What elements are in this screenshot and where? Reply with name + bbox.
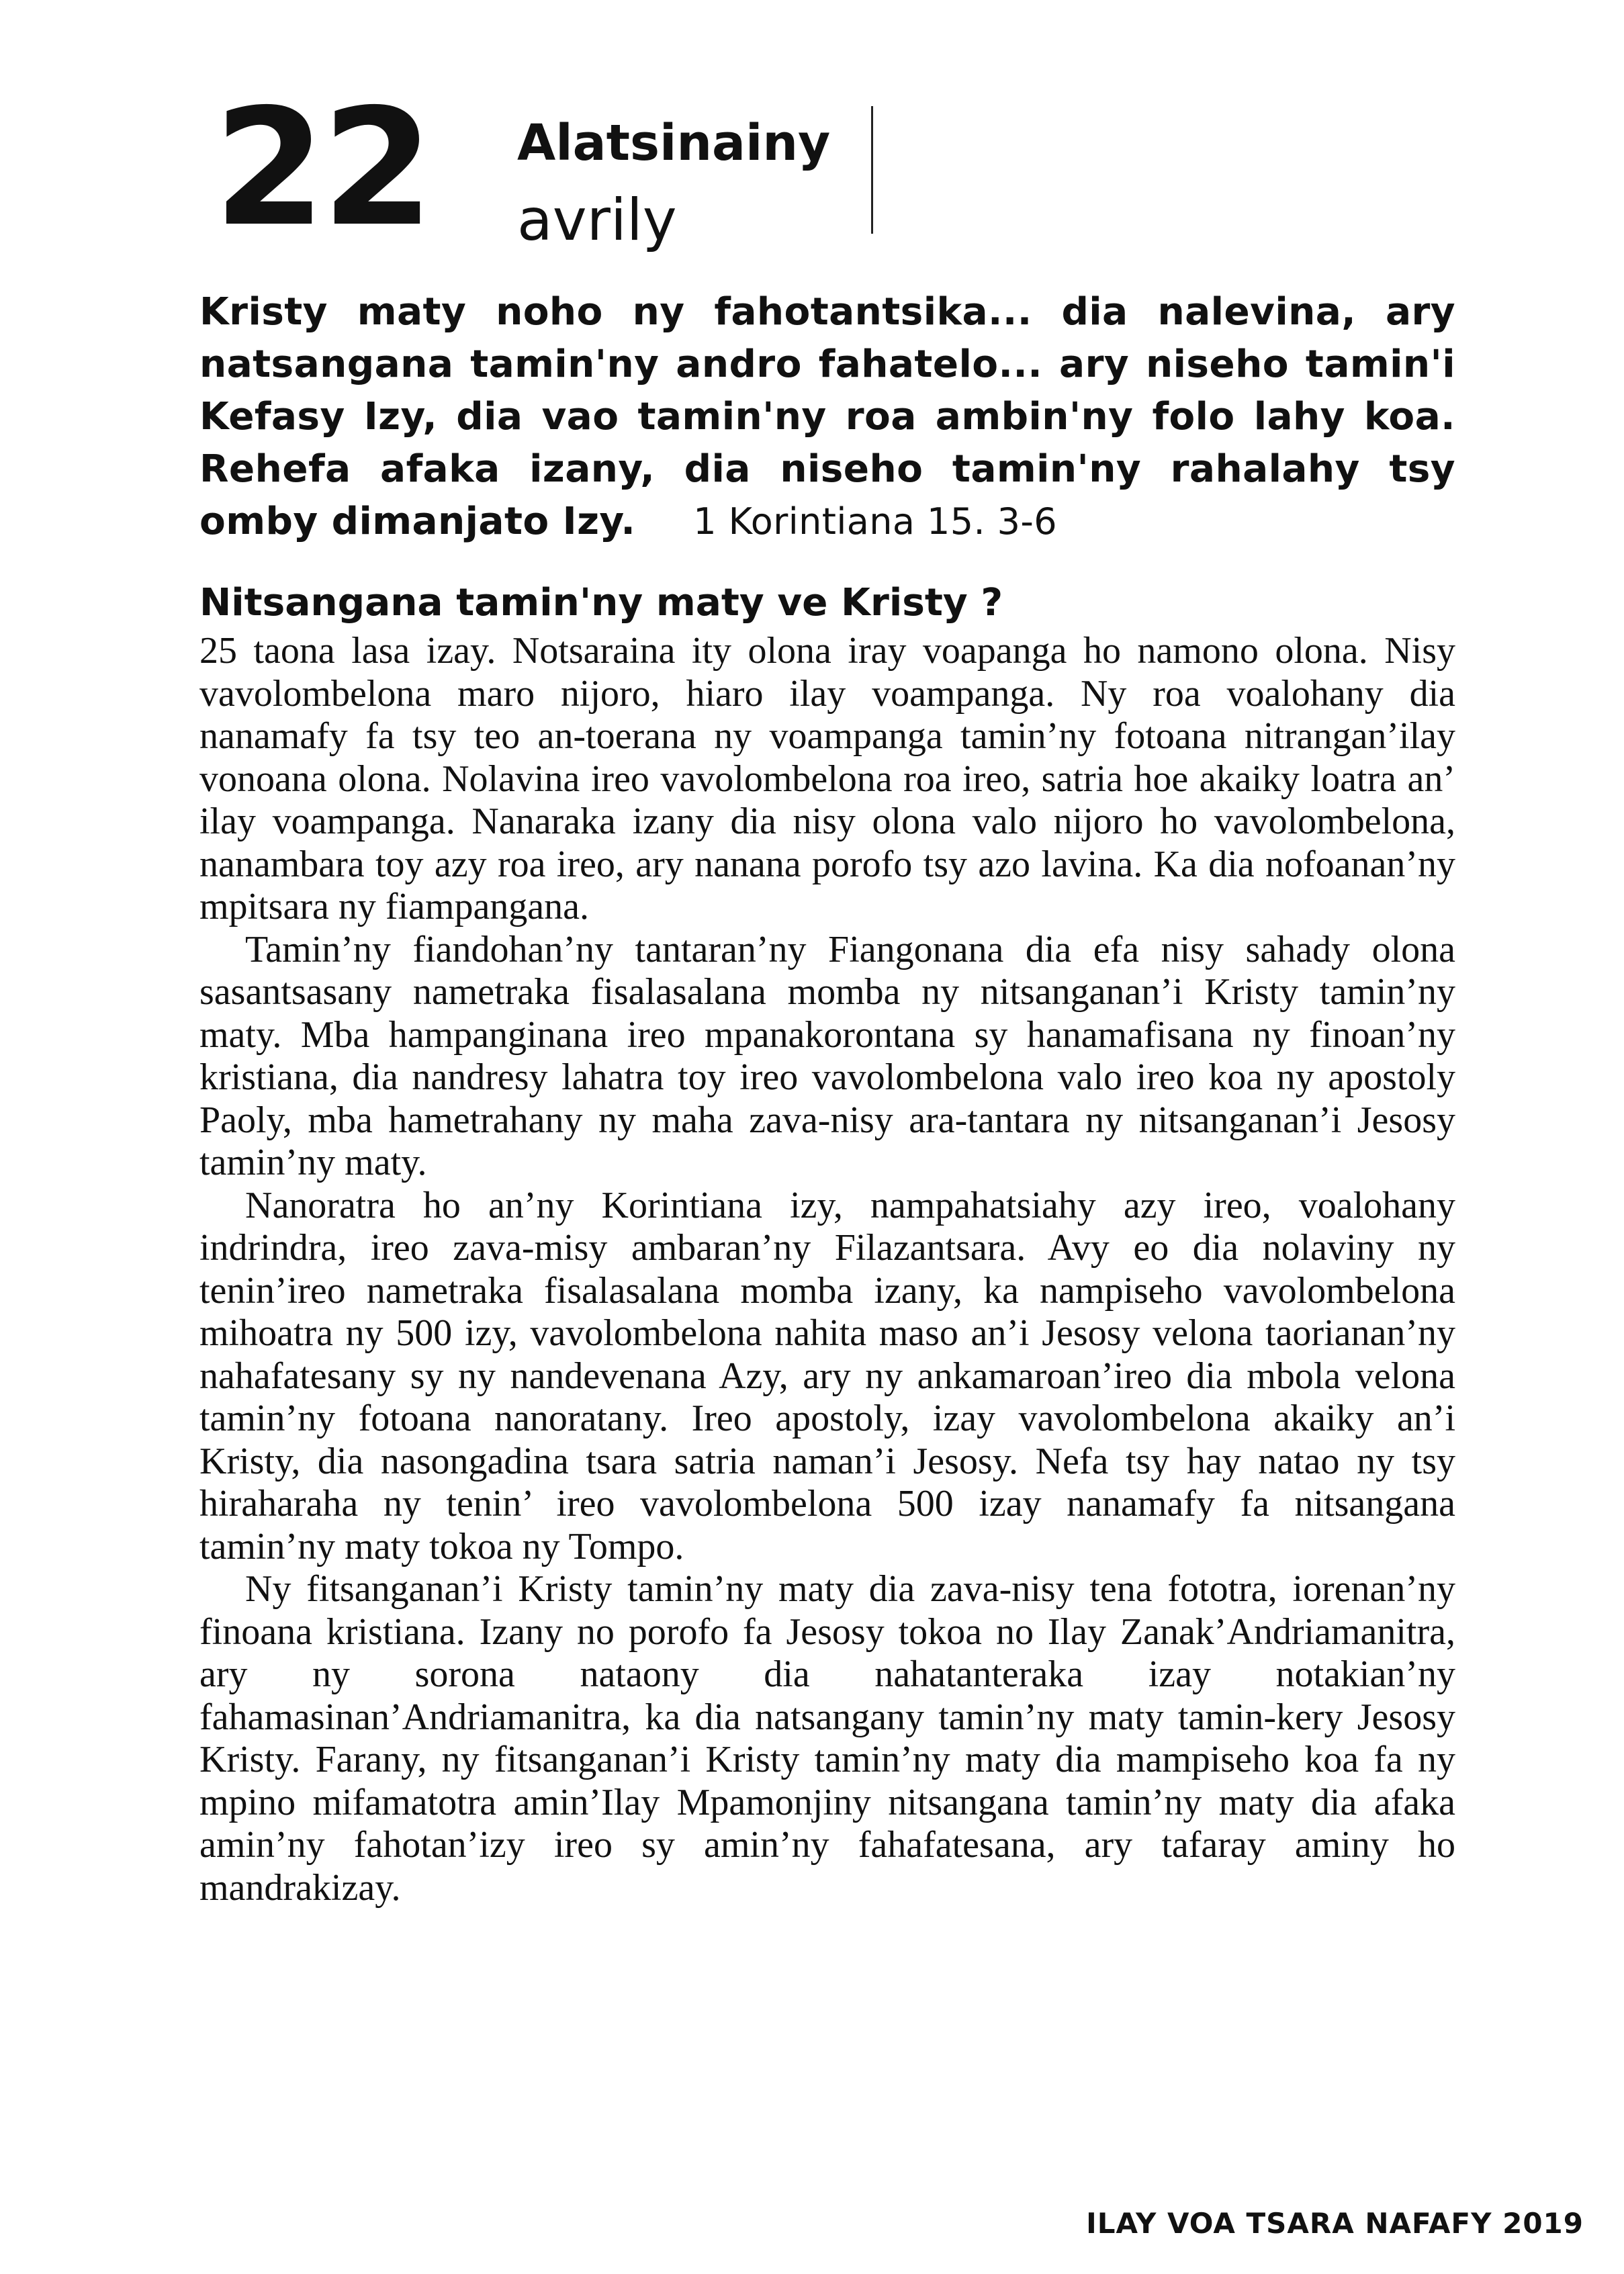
day-number: 22 [214,74,430,262]
paragraph: 25 taona lasa izay. Notsaraina ity olona iray voapanga ho namono olona. Nisy vavolombelona maro nijoro, hiaro ilay voampanga. Ny roa voalohany dia nanamafy fa tsy teo an-toerana ny voampanga tamin’ny fotoana nitrangan’ilay vonoana olona. Nolavina ireo vavolombelona roa ireo, satria hoe akaiky loatra an’ ilay voampanga. Nanaraka izany dia nisy olona valo nijoro ho vavolombelona, nanambara toy azy roa ireo, ary nanana porofo tsy azo lavina. Ka dia nofoanan’ny mpitsara ny fiampangana. [199,630,1455,927]
paragraph: Nanoratra ho an’ny Korintiana izy, nampahatsiahy azy ireo, voalohany indrindra, ireo zava-misy ambaran’ny Filazantsara. Avy eo dia nolaviny ny tenin’ireo nametraka fisalasalana momba izany, ka nampiseho vavolombelona mihoatra ny 500 izy, vavolombelona nahita maso an’i Jesosy velona taorianan’ny nahafatesany sy ny nandevenana Azy, ary ny ankamaroan’ireo dia mbola velona tamin’ny fotoana nanoratany. Ireo apostoly, izay vavolombelona akaiky an’i Kristy, dia nasongadina tsara satria naman’i Jesosy. Nefa tsy hay natao ny tsy hiraharaha ny tenin’ ireo vavolombelona 500 izay nanamafy fa nitsangana tamin’ny maty tokoa ny Tompo. [199,1184,1455,1567]
publication-footer: ILAY VOA TSARA NAFAFY 2019 [1086,2207,1584,2240]
paragraph: Tamin’ny fiandohan’ny tantaran’ny Fiangonana dia efa nisy sahady olona sasantsasany nametraka fisalasalana momba ny nitsanganan’i Kristy tamin’ny maty. Mba hampanginana ireo mpanakorontana sy hanamafisana ny finoan’ny kristiana, dia nandresy lahatra toy ireo vavolombelona valo ireo koa ny apostoly Paoly, mba hametrahany ny maha zava-nisy ara-tantara ny nitsanganan’i Jesosy tamin’ny maty. [199,928,1455,1183]
weekday: Alatsinainy [517,114,831,172]
article-title: Nitsangana tamin'ny maty ve Kristy ? [199,581,1003,625]
header-divider [871,106,873,234]
article-body [199,630,1455,1909]
verse-text: Kristy maty noho ny fahotantsika... dia nalevina, ary natsangana tamin'ny andro fahatelo... ary niseho tamin'i Kefasy Izy, dia vao tamin'ny roa ambin'ny folo lahy koa. Rehefa afaka izany, dia niseho tamin'ny rahalahy tsy omby dimanjato Izy. [199,290,1455,543]
paragraph: Ny fitsanganan’i Kristy tamin’ny maty dia zava-nisy tena fototra, iorenan’ny finoana kristiana. Izany no porofo fa Jesosy tokoa no Ilay Zanak’Andriamanitra, ary ny sorona nataony dia nahatanteraka izay notakian’ny fahamasinan’Andriamanitra, ka dia natsangany tamin’ny maty tamin-kery Jesosy Kristy. Farany, ny fitsanganan’i Kristy tamin’ny maty dia mampiseho koa fa ny mpino mifamatotra amin’Ilay Mpamonjiny nitsangana tamin’ny maty dia afaka amin’ny fahotan’izy ireo sy amin’ny fahafatesana, ary tafaray aminy ho mandrakizay. [199,1568,1455,1909]
verse-reference: 1 Korintiana 15. 3-6 [693,500,1057,543]
bible-verse [199,286,1455,548]
month: avrily [517,187,677,254]
